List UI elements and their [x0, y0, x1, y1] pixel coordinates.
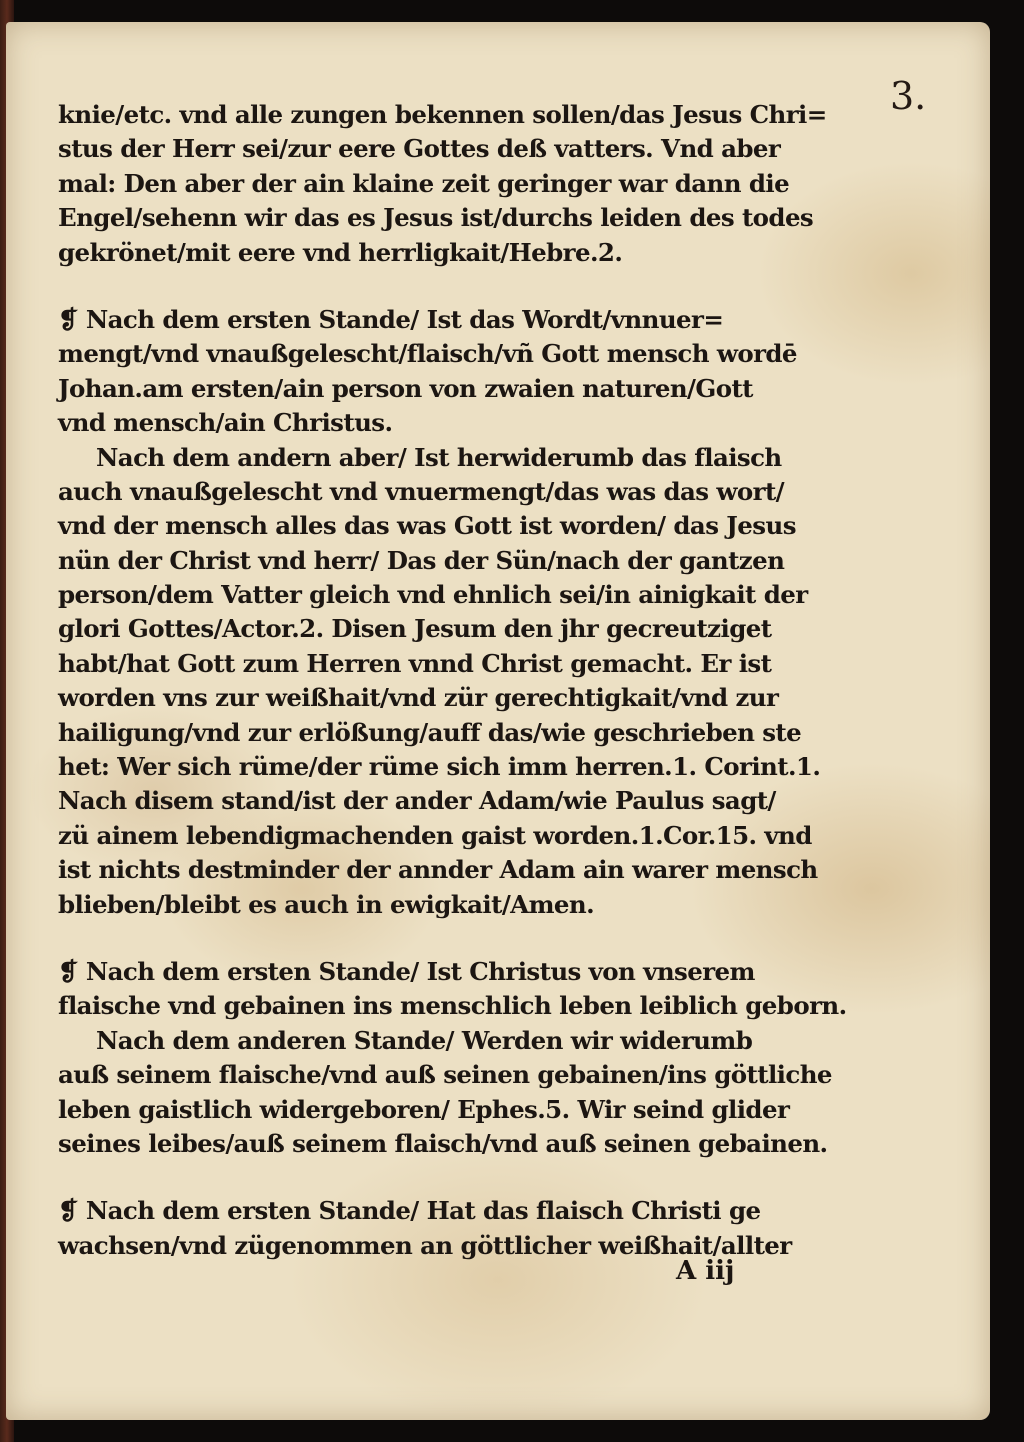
text-line: het: Wer sich rüme/der rüme sich imm herren.1. Corint.1.: [58, 752, 821, 782]
text-line: ❡ Nach dem ersten Stande/ Ist das Wordt/vnnuer=: [58, 304, 724, 334]
page-folio-number: 3.: [890, 74, 927, 118]
text-line: glori Gottes/Actor.2. Disen Jesum den jhr gecreutziget: [58, 614, 772, 644]
text-line: knie/etc. vnd alle zungen bekennen sollen/das Jesus Chri=: [58, 100, 827, 129]
book-page: [6, 22, 990, 1420]
text-line: ist nichts destminder der annder Adam ain warer mensch: [58, 855, 818, 885]
paragraph-gap: [58, 922, 848, 955]
text-line: wachsen/vnd zügenommen an göttlicher weißhait/allter: [58, 1230, 792, 1260]
text-line: person/dem Vatter gleich vnd ehnlich sei/in ainigkait der: [58, 580, 808, 610]
text-line: nün der Christ vnd herr/ Das der Sün/nach der gantzen: [58, 545, 785, 575]
text-line: Nach dem anderen Stande/ Werden wir widerumb: [96, 1025, 753, 1055]
text-line: Nach dem andern aber/ Ist herwiderumb das flaisch: [96, 442, 782, 472]
text-line: gekrönet/mit eere vnd herrligkait/Hebre.2.: [58, 237, 623, 267]
text-line: Engel/sehenn wir das es Jesus ist/durchs leiden des todes: [58, 203, 814, 233]
text-line: worden vns zur weißhait/vnd zür gerechtigkait/vnd zur: [58, 683, 779, 713]
paragraph-gap: [58, 1161, 848, 1194]
text-line: auß seinem flaische/vnd auß seinen gebainen/ins göttliche: [58, 1060, 832, 1090]
paragraph-4: [58, 1194, 848, 1263]
text-line: ❡ Nach dem ersten Stande/ Hat das flaisch Christi ge: [58, 1196, 761, 1226]
paragraph-1: [58, 98, 848, 270]
page-text-block: [58, 98, 848, 1263]
text-line: vnd mensch/ain Christus.: [58, 408, 393, 438]
text-line: blieben/bleibt es auch in ewigkait/Amen.: [58, 889, 595, 919]
text-line: ❡ Nach dem ersten Stande/ Ist Christus von vnserem: [58, 956, 755, 986]
text-line: hailigung/vnd zur erlößung/auff das/wie geschrieben ste: [58, 717, 802, 747]
text-line: leben gaistlich widergeboren/ Ephes.5. Wir seind glider: [58, 1094, 790, 1124]
paragraph-gap: [58, 270, 848, 303]
text-line: habt/hat Gott zum Herren vnnd Christ gemacht. Er ist: [58, 648, 772, 678]
paragraph-2: [58, 303, 848, 922]
signature-mark: A iij: [676, 1256, 735, 1286]
text-line: flaische vnd gebainen ins menschlich leben leiblich geborn.: [58, 991, 847, 1021]
text-line: Nach disem stand/ist der ander Adam/wie Paulus sagt/: [58, 786, 776, 816]
text-line: mengt/vnd vnaußgelescht/flaisch/vñ Gott mensch wordē: [58, 339, 797, 369]
text-line: Johan.am ersten/ain person von zwaien naturen/Gott: [58, 373, 753, 403]
paragraph-3: [58, 955, 848, 1161]
text-line: mal: Den aber der ain klaine zeit geringer war dann die: [58, 168, 790, 198]
text-line: stus der Herr sei/zur eere Gottes deß vatters. Vnd aber: [58, 134, 781, 164]
text-line: seines leibes/auß seinem flaisch/vnd auß seinen gebainen.: [58, 1128, 828, 1158]
text-line: auch vnaußgelescht vnd vnuermengt/das was das wort/: [58, 476, 785, 506]
text-line: vnd der mensch alles das was Gott ist worden/ das Jesus: [58, 511, 796, 541]
text-line: zü ainem lebendigmachenden gaist worden.1.Cor.15. vnd: [58, 820, 812, 850]
